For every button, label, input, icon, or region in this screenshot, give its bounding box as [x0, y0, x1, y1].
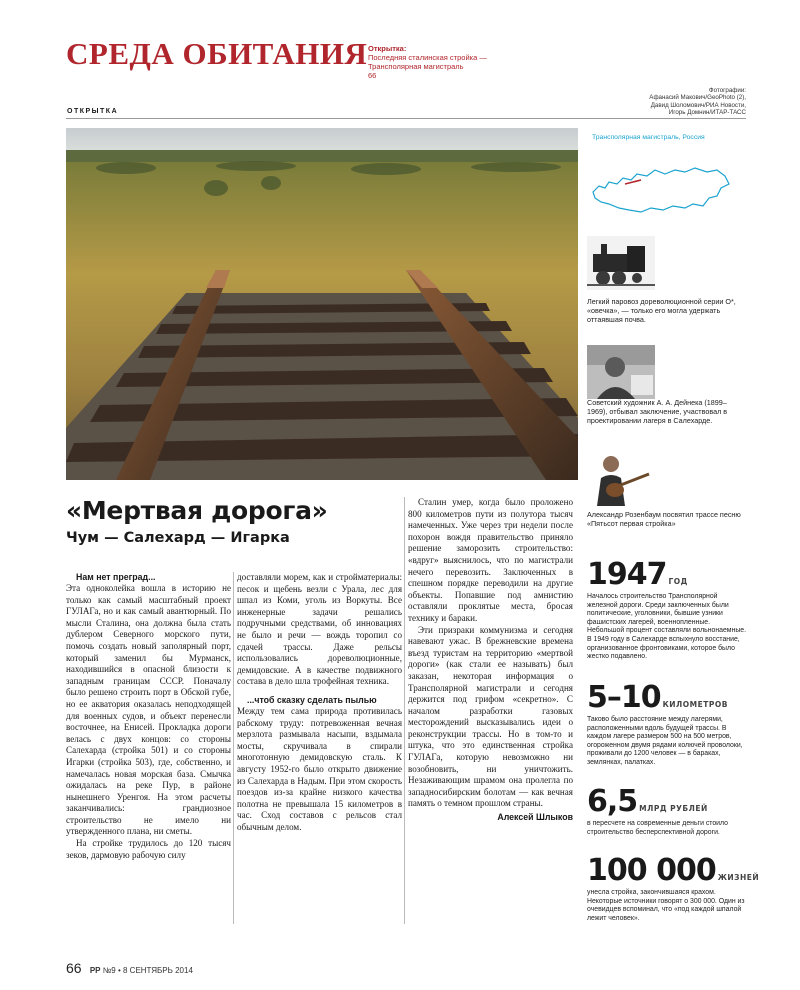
related-article[interactable]	[368, 44, 518, 80]
locomotive-photo	[587, 236, 655, 290]
page-footer	[66, 960, 193, 976]
railway-photo	[66, 128, 578, 480]
section-heading: Нам нет преград...	[76, 572, 156, 582]
article-column-2	[237, 572, 402, 833]
fact-cost	[587, 784, 749, 837]
credits-line: Афанасий Макович/GeoPhoto (2),	[649, 94, 746, 102]
section-heading: ...чтоб сказку сделать пылью	[247, 694, 377, 705]
paragraph: доставляли морем, как и стройматериалы: песок и щебень везли с Урала, лес для шпал из Коми, уголь из Воркуты. Все инженерные задачи решались подручными средствами, об инновациях не было и речи — вождь торопил со сдачей трассы. Даже рельсы использовались дореволюционные, демидовские. А в качестве подвижного состава в дело шла трофейная техника.	[237, 572, 402, 687]
paragraph: Эта одноколейка вошла в историю не только как самый масштабный проект ГУЛАГа, но и как самый авантюрный. По мысли Сталина, она должна была стать дублером Северного морского пути, помочь создать новый заполярный порт, который заменил бы Мурманск, находившийся в опасной близости к западным границам СССР. Поначалу было решено строить порт в Обской губе, но ее акватория оказалась неподходящей для военных судов, и объект перенесли восточнее, на Енисей. Прокладка дороги велась с двух концов: со стороны Салехарда (стройка 501) и со стороны Игарки (стройка 503), где, собственно, и намечалась новая морская база. Смычка ожидалась на реке Пур, в районе нынешнего Уренгоя. На этом расчеты заканчивались: грандиозное строительство не имело ни утвержденного плана, ни сметы.	[66, 583, 231, 837]
credits-label: Фотографии:	[708, 87, 746, 94]
fact-text: Таково было расстояние между лагерями, расположенными вдоль будущей трассы. В каждом лагере размером 500 на 500 метров, огороженном двумя рядами колючей проволоки, проживали до 1200 человек — в бараках, землянках, палатках.	[587, 716, 743, 766]
section-title: СРЕДА ОБИТАНИЯ	[66, 36, 368, 71]
guitarist-icon	[587, 452, 655, 506]
page-number: 66	[66, 960, 82, 976]
fact-1947	[587, 557, 749, 662]
map-caption: Трансполярная магистраль, Россия	[592, 134, 705, 141]
paragraph: На стройке трудилось до 120 тысяч зеков, дармовую рабочую силу	[66, 838, 231, 860]
fact-unit: МЛРД РУБЛЕЙ	[639, 804, 708, 813]
fact-unit: ГОД	[668, 577, 688, 586]
paragraph: Между тем сама природа противилась рабскому труду: потревоженная вечная мерзлота размывала насыпи, вздымала мосты, скручивала в спирали многотонную демидовскую сталь. К августу 1952-го было открыто движение из Салехарда в Надым. При этом скорость поездов из-за крайне низкого качества полотна не превышала 15 километров в час. Сход составов с рельсов стал обычным делом.	[237, 705, 402, 832]
fact-unit: КИЛОМЕТРОВ	[662, 700, 728, 709]
fact-text: унесла стройка, закончившаяся крахом. Некоторые источники говорят о 300 000. Один из очевидцев вспоминал, что «под каждой шпалой лежит человек».	[587, 889, 745, 922]
author-name: Алексей Шлыков	[497, 812, 573, 823]
article-column-3	[408, 497, 573, 824]
article-headline: «Мертвая дорога»	[66, 496, 328, 525]
issue-info: №9 • 8 СЕНТЯБРЬ 2014	[102, 966, 193, 975]
locomotive-caption: Легкий паровоз дореволюционной серии О*, «овечка», — только его могла удержать оттаявшая почва.	[587, 297, 736, 325]
russia-outline-icon	[585, 158, 735, 220]
article-subheadline: Чум — Салехард — Игарка	[66, 530, 290, 546]
russia-map	[585, 158, 735, 220]
artist-photo	[587, 345, 655, 399]
related-label: Открытка:	[368, 44, 407, 53]
article-column-1	[66, 572, 231, 861]
fact-number: 1947	[587, 557, 667, 592]
column-divider	[404, 497, 405, 924]
related-title: Последняя сталинская стройка — Трансполярная магистраль	[368, 53, 487, 71]
fact-text: Началось строительство Трансполярной железной дороги. Среди заключенных были политические, уголовники, бывшие узники фашистских лагерей, военнопленные. Небольшой процент составляли вольнонаемные. В 1949 году в Салехарде вспыхнуло восстание, организованное фронтовиками, которое было жестко подавлено.	[587, 593, 747, 661]
magazine-name: РР	[89, 966, 101, 975]
related-page: 66	[368, 71, 377, 80]
paragraph: Эти призраки коммунизма и сегодня навевают ужас. В брежневские времена въезд туристам на территорию «мертвой дороги» (как стали ее называть) был заказан, некоторая информация о Трансполярной магистрали и сегодня держится под грифом «секретно». С началом разработки газовых месторождений высказывались идеи о реконструкции трассы. Но в том-то и штука, что это единственная стройка ГУЛАГа, которую невозможно ни возобновить, ни уничтожить. Незаживающим шрамом она пролегла по западносибирским болотам — как вечная память о темном прошлом страны.	[408, 624, 573, 809]
fact-lives	[587, 853, 760, 923]
column-divider	[233, 572, 234, 924]
portrait-icon	[587, 345, 655, 399]
singer-caption: Александр Розенбаум посвятил трассе песню «Пятьсот первая стройка»	[587, 510, 741, 529]
divider	[66, 118, 746, 119]
credits-line: Давид Шоломович/РИА Новости,	[650, 101, 746, 109]
artist-caption: Советский художник А. А. Дейнека (1899–1969), отбывал заключение, участвовал в проектировании лагеря в Салехарде.	[587, 398, 728, 426]
fact-number: 100 000	[587, 853, 716, 888]
railway-illustration	[66, 128, 578, 480]
photo-credits	[546, 87, 746, 117]
fact-text: в пересчете на современные деньги стоило строительство бесперспективной дороги.	[587, 820, 728, 836]
fact-unit: ЖИЗНЕЙ	[717, 873, 760, 882]
fact-number: 6,5	[587, 784, 638, 819]
credits-line: Игорь Домнин/ИТАР-ТАСС	[668, 109, 746, 117]
paragraph: Сталин умер, когда было проложено 800 километров пути из полутора тысяч намеченных. Уже через три недели после похорон вождя правительство приняло решение заморозить строительство: «вдруг» выяснилось, что по магистрали нечего перевозить. Заключенных в спешном порядке переводили на другие объекты. Попавшие под амнистию оставляли проклятые места, бросая технику и бараки.	[408, 497, 573, 623]
fact-distance	[587, 680, 749, 768]
rubric: ОТКРЫТКА	[67, 108, 119, 115]
fact-number: 5–10	[587, 680, 661, 715]
locomotive-icon	[587, 236, 655, 290]
singer-photo	[587, 452, 655, 506]
